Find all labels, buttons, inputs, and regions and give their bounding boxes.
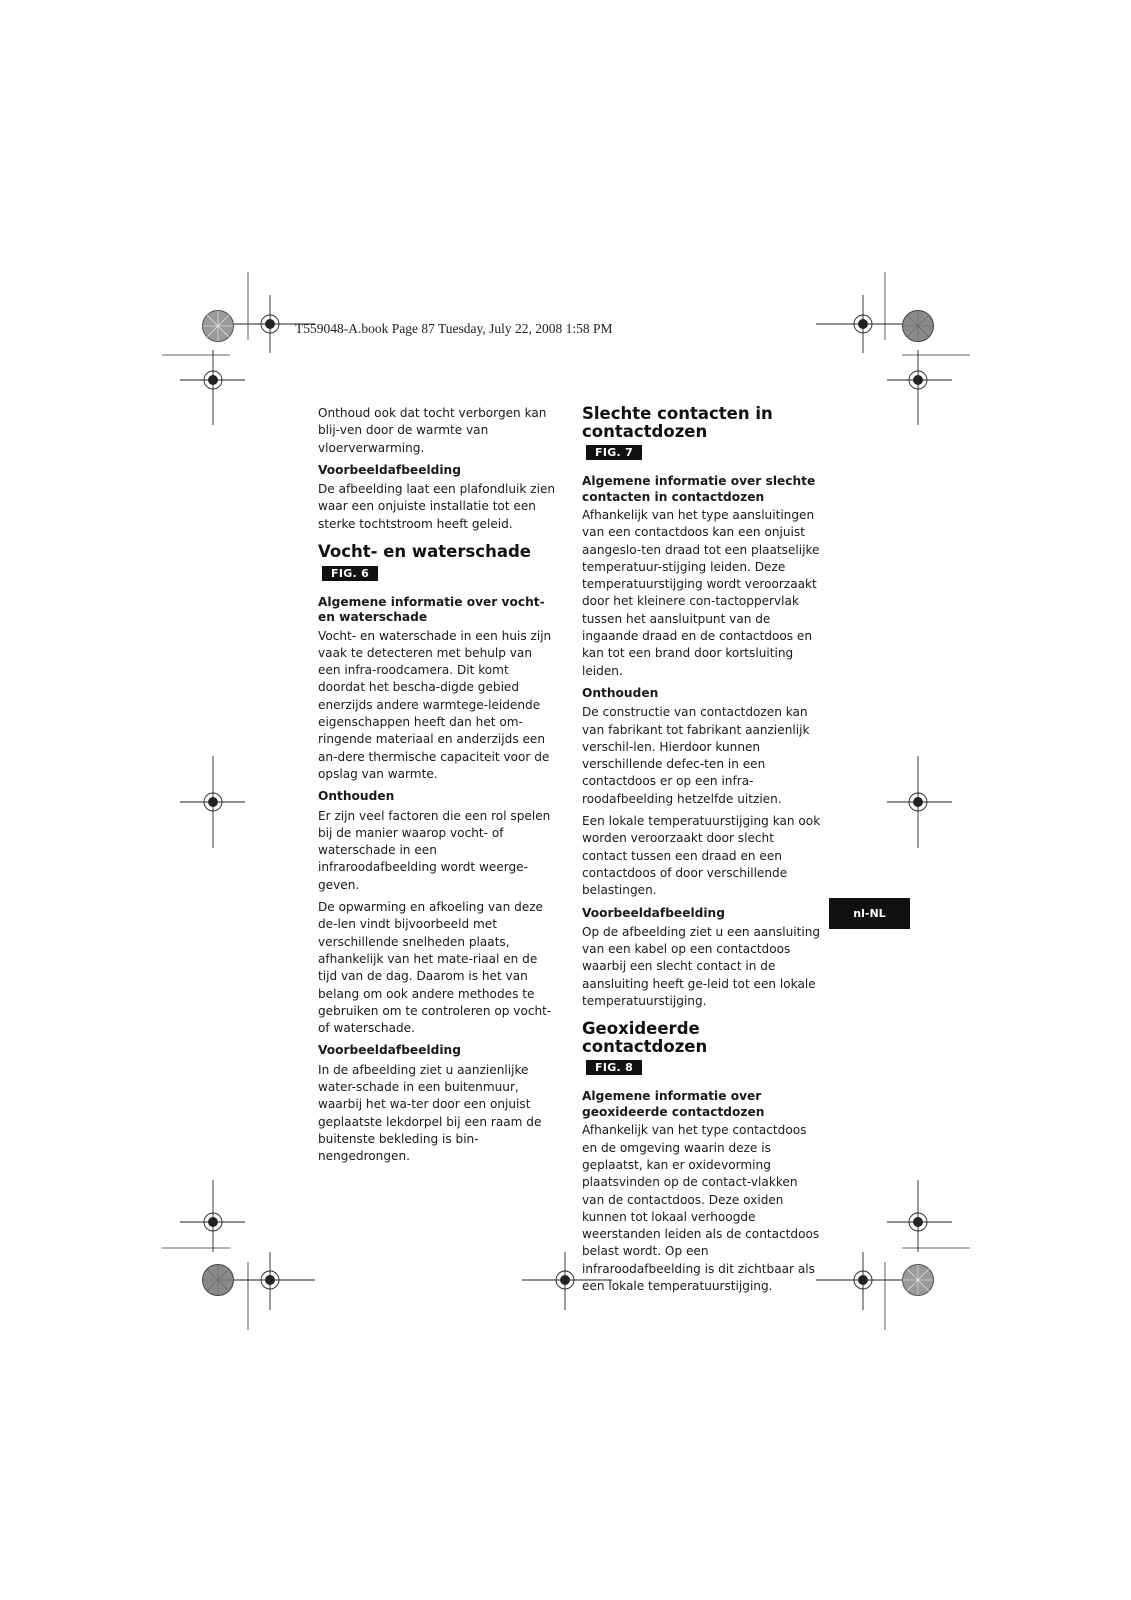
section-title-moisture: Vocht- en waterschade [318, 542, 531, 562]
example-text: In de afbeelding ziet u aanzienlijke water-schade in een buitenmuur, waarbij het wa-ter door een onjuist geplaatste lekdorpel bij een raam de buitenste bekleding is bin-nengedrongen. [318, 1062, 542, 1164]
paragraph: Vocht- en waterschade in een huis zijn vaak te detecteren met behulp van een infra-roodcamera. Dit komt doordat het bescha-digde gebied enerzijds andere warmtege-leidende eigenschappen heeft dan het om-ringende materiaal en anderzijds een an-dere thermische capaciteit voor de opslag van warmte. [318, 628, 552, 781]
top-trim-lines [162, 272, 970, 1330]
example-label: Voorbeeldafbeelding [318, 462, 461, 477]
print-header: T559048-A.book Page 87 Tuesday, July 22, 2008 1:58 PM [295, 321, 613, 336]
fig-6-badge: FIG. 6 [322, 566, 378, 581]
section-title-bad-contacts: Slechte contacten in contactdozen [582, 404, 773, 441]
paragraph: De constructie van contactdozen kan van fabrikant tot fabrikant aanzienlijk verschil-len. Hierdoor kunnen verschillende defec-ten in een contactdoos er op een infra-roodafbeelding hetzelfde uitzien. [582, 705, 810, 806]
fig-7-badge: FIG. 7 [586, 445, 642, 460]
paragraph: De opwarming en afkoeling van deze de-len vindt bijvoorbeeld met verschillende snelheden plaats, afhankelijk van het mate-riaal en de tijd van de dag. Daarom is het van belang om ook andere methodes te gebruiken om te controleren op vocht- of waterschade. [318, 900, 552, 1036]
intro-paragraph: Onthoud ook dat tocht verborgen kan blij-ven door de warmte van vloerverwarming. [318, 406, 547, 455]
example-label: Voorbeeldafbeelding [318, 1043, 461, 1058]
example-text: De afbeelding laat een plafondluik zien waar een onjuiste installatie tot een sterke tochtstroom heeft geleid. [318, 482, 556, 531]
subheading-oxidized: Algemene informatie over geoxideerde contactdozen [582, 1089, 765, 1119]
remember-label: Onthouden [318, 789, 395, 804]
example-text: Op de afbeelding ziet u een aansluiting van een kabel op een contactdoos waarbij een slecht contact in de aansluiting heeft ge-leid tot een lokale temperatuurstijging. [582, 924, 821, 1009]
paragraph: Een lokale temperatuurstijging kan ook worden veroorzaakt door slecht contact tussen een draad en een contactdoos of door verschillende belastingen. [582, 814, 821, 898]
remember-label: Onthouden [582, 685, 659, 700]
paragraph: Afhankelijk van het type contactdoos en de omgeving waarin deze is geplaatst, kan er oxidevorming plaatsvinden op de contact-vlakken van de contactdoos. Deze oxiden kunnen tot lokaal verhoogde weerstanden leiden als de contactdoos belast wordt. Op een infraroodafbeelding is dit zichtbaar als een lokale temperatuurstijging. [582, 1123, 820, 1293]
section-title-oxidized: Geoxideerde contactdozen [582, 1019, 708, 1056]
paragraph: Er zijn veel factoren die een rol spelen bij de manier waarop vocht- of waterschade in een infraroodafbeelding wordt weerge-geven. [318, 808, 551, 892]
subheading-moisture: Algemene informatie over vocht- en waterschade [318, 594, 545, 625]
fig-8-badge: FIG. 8 [586, 1060, 642, 1075]
right-column [582, 405, 822, 1300]
registration-marks [180, 295, 952, 1310]
language-tab: nl-NL [829, 898, 910, 929]
paragraph: Afhankelijk van het type aansluitingen van een contactdoos kan een onjuist aangeslo-ten draad tot een plaatselijke temperatuur-stijging leiden. Deze temperatuurstijging wordt veroorzaakt door het kleinere con-tactoppervlak tussen het aansluitpunt van de ingaande draad en de contactdoos en kan tot een brand door kortsluiting leiden. [582, 508, 820, 678]
left-column [318, 405, 558, 1170]
subheading-bad-contacts: Algemene informatie over slechte contacten in contactdozen [582, 474, 816, 504]
color-target-marks [203, 311, 934, 1296]
example-label: Voorbeeldafbeelding [582, 905, 725, 920]
